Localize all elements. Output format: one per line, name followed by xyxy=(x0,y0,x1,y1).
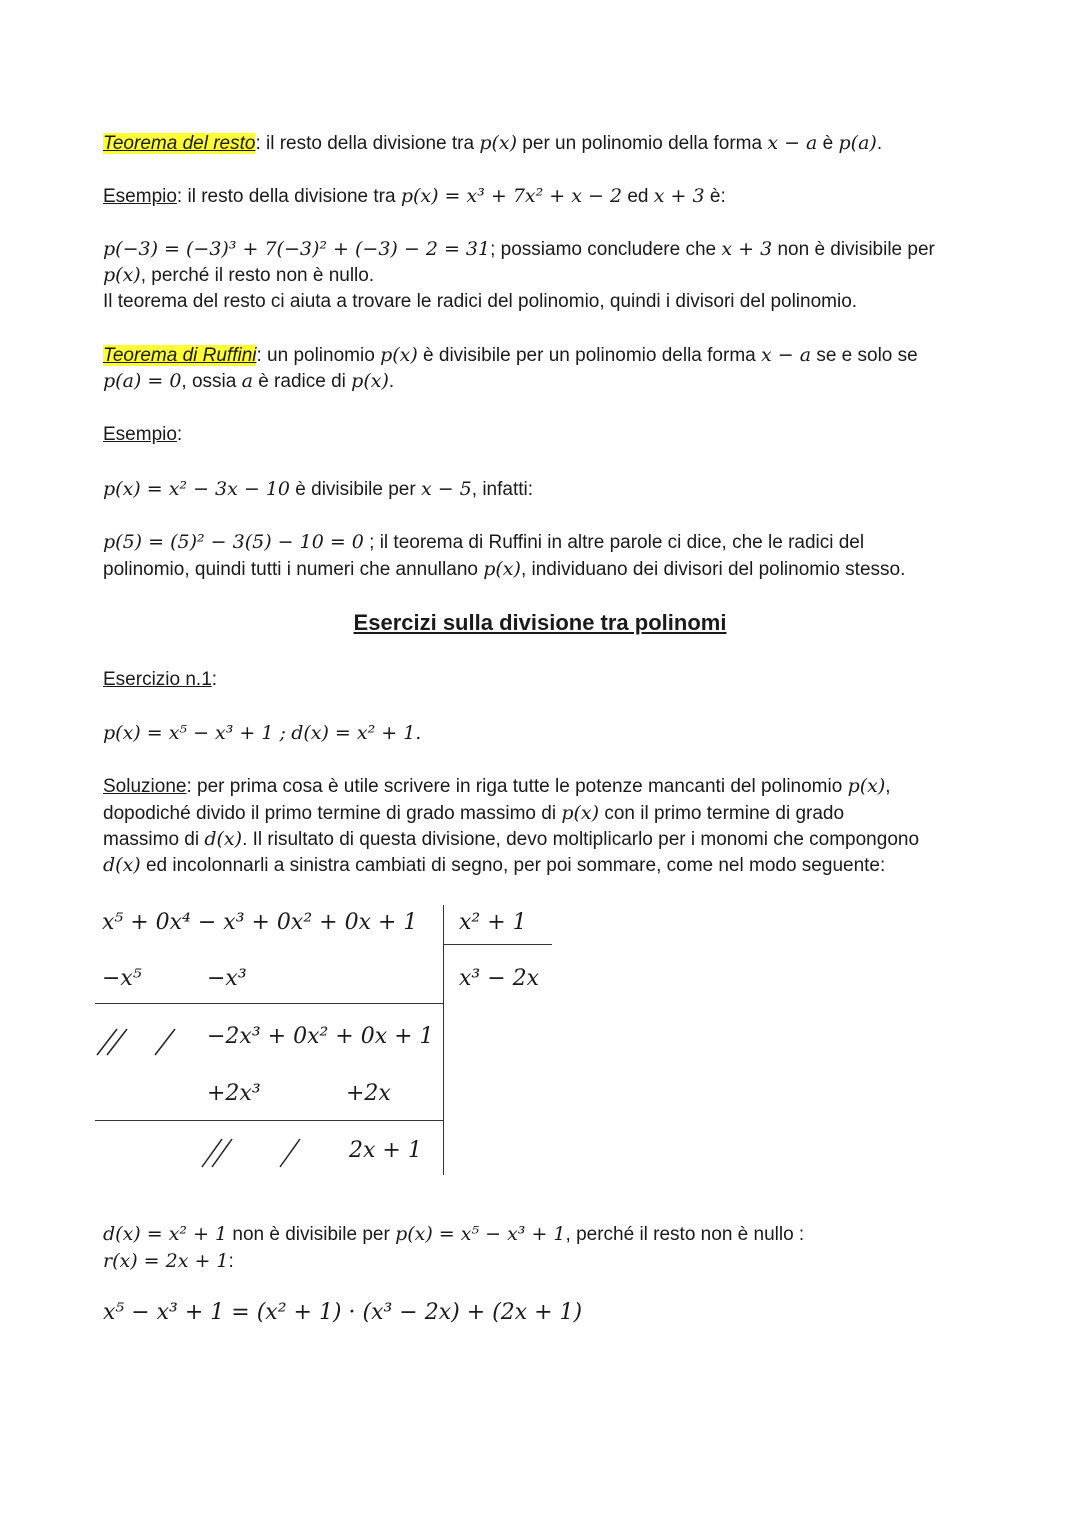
divisor-underline xyxy=(443,944,552,945)
esempio1-label: Esempio xyxy=(103,186,177,207)
esempio2-label-line: Esempio: xyxy=(103,424,183,445)
divisor: x² + 1 xyxy=(459,910,527,935)
identity-line xyxy=(103,1300,582,1327)
esempio2-poly-line: p(x) = x² − 3x − 10 è divisibile per x − 5, infatti: xyxy=(103,478,534,500)
remainder-step-1: −2x³ + 0x² + 0x + 1 xyxy=(207,1024,434,1049)
sum-line-1 xyxy=(95,1003,443,1004)
ruffini-line1: Teorema di Ruffini: un polinomio p(x) è divisibile per un polinomio della forma x − a se e solo se xyxy=(103,344,918,366)
esempio1-line: Esempio: il resto della divisione tra p(x) = x³ + 7x² + x − 2 ed x + 3 è: xyxy=(103,185,726,207)
esercizio-label-line: Esercizio n.1: xyxy=(103,669,218,690)
esempio2-calc-line2: polinomio, quindi tutti i numeri che annullano p(x), individuano dei divisori del polinomio stesso. xyxy=(103,558,906,580)
resto-label: Teorema del resto xyxy=(103,133,256,154)
soluzione-label: Soluzione xyxy=(103,776,187,797)
ruffini-line2: p(a) = 0, ossia a è radice di p(x). xyxy=(103,370,395,392)
final-remainder: 2x + 1 xyxy=(349,1138,422,1163)
sub2-term-a: +2x³ xyxy=(207,1081,261,1106)
esercizio-label: Esercizio n.1 xyxy=(103,669,212,690)
soluzione-line1: Soluzione: per prima cosa è utile scrivere in riga tutte le potenze mancanti del polinomio p(x), xyxy=(103,775,891,797)
soluzione-line2: dopodiché divido il primo termine di grado massimo di p(x) con il primo termine di grado xyxy=(103,802,845,824)
quotient: x³ − 2x xyxy=(459,966,540,991)
calc1-line3: Il teorema del resto ci aiuta a trovare le radici del polinomio, quindi i divisori del polinomio. xyxy=(103,291,858,312)
esempio2-calc-line: p(5) = (5)² − 3(5) − 10 = 0 ; il teorema di Ruffini in altre parole ci dice, che le radici del xyxy=(103,531,865,553)
conclusion-line2: r(x) = 2x + 1: xyxy=(103,1250,234,1272)
sub1-term-a: −x⁵ xyxy=(102,966,142,991)
ruffini-label: Teorema di Ruffini xyxy=(103,345,257,366)
strike-marks-2 xyxy=(200,1135,310,1171)
sub2-term-b: +2x xyxy=(346,1081,391,1106)
dividend: x⁵ + 0x⁴ − x³ + 0x² + 0x + 1 xyxy=(102,910,418,935)
strike-marks-1 xyxy=(95,1025,185,1059)
calc1-expr: p(−3) = (−3)³ + 7(−3)² + (−3) − 2 = 31 xyxy=(103,238,491,260)
resto-paragraph: Teorema del resto: il resto della divisione tra p(x) per un polinomio della forma x − a è p(a). xyxy=(103,132,883,154)
division-vertical-line xyxy=(443,905,444,1175)
section-title: Esercizi sulla divisione tra polinomi xyxy=(353,610,727,635)
soluzione-line4: d(x) ed incolonnarli a sinistra cambiati di segno, per poi sommare, come nel modo seguente: xyxy=(103,854,886,876)
calc1-line2: p(x), perché il resto non è nullo. xyxy=(103,264,375,286)
esempio2-label: Esempio xyxy=(103,424,177,445)
esercizio-polys: p(x) = x⁵ − x³ + 1 ; d(x) = x² + 1. xyxy=(103,722,422,744)
division-identity: x⁵ − x³ + 1 = (x² + 1) · (x³ − 2x) + (2x + 1) xyxy=(103,1300,583,1325)
calc1-line1: p(−3) = (−3)³ + 7(−3)² + (−3) − 2 = 31; possiamo concludere che x + 3 non è divisibile per xyxy=(103,238,935,260)
soluzione-line3: massimo di d(x). Il risultato di questa divisione, devo moltiplicarlo per i monomi che compongono xyxy=(103,828,920,850)
conclusion-line1: d(x) = x² + 1 non è divisibile per p(x) = x⁵ − x³ + 1, perché il resto non è nullo : xyxy=(103,1223,805,1245)
sum-line-2 xyxy=(95,1120,443,1121)
sub1-term-b: −x³ xyxy=(207,966,247,991)
